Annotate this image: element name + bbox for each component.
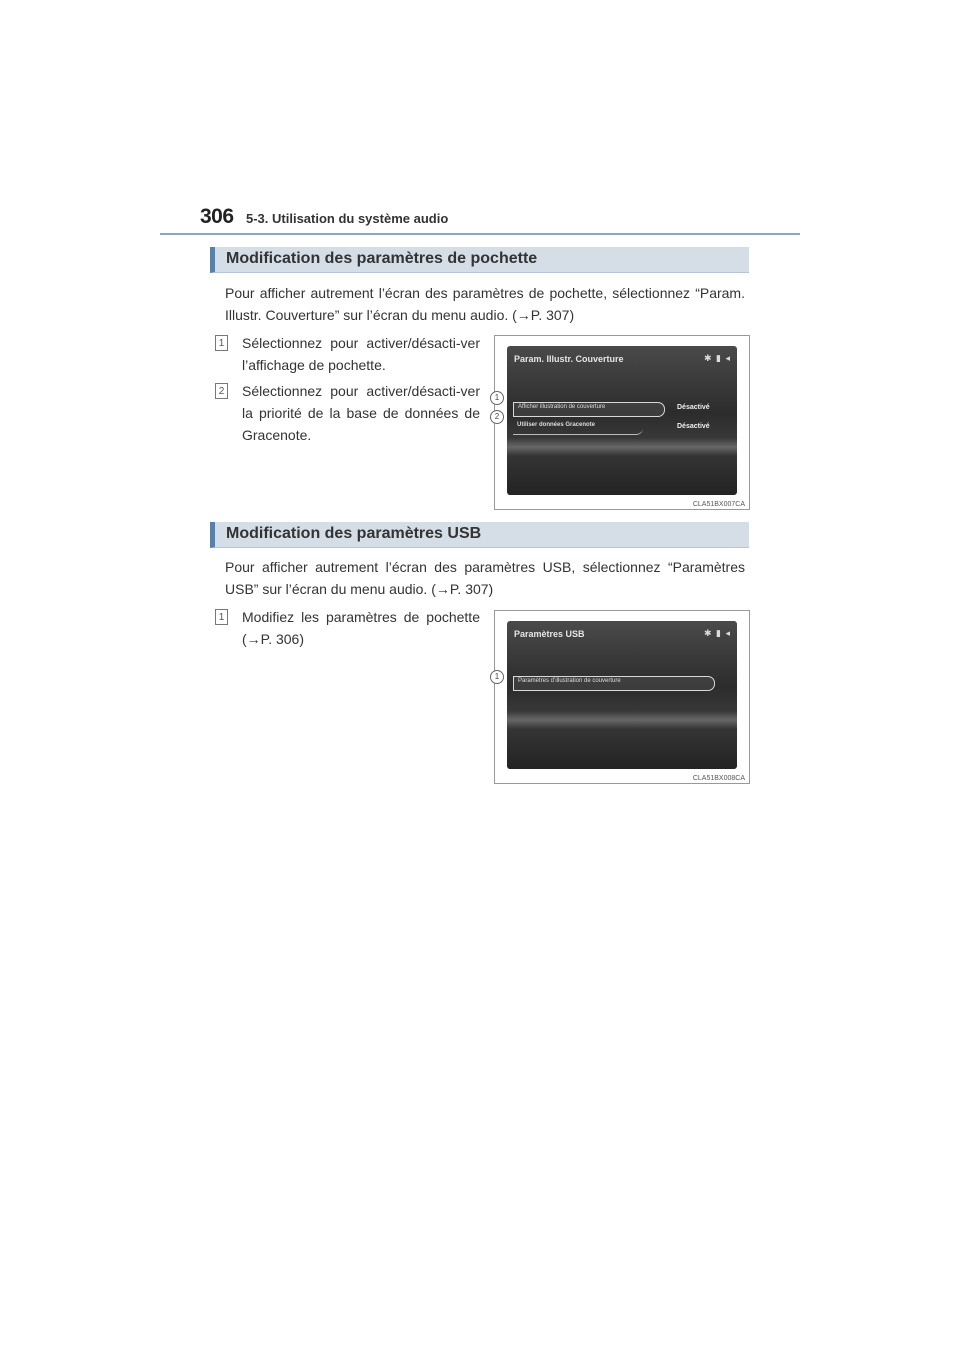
- callout-1: 1: [490, 670, 504, 684]
- setting-row: [513, 676, 715, 691]
- item-number-badge: 2: [215, 383, 228, 399]
- setting-value: Désactivé: [677, 404, 710, 411]
- item-number-badge: 1: [215, 609, 228, 625]
- setting-row: [513, 402, 665, 417]
- list-item: [215, 606, 480, 652]
- display-screen: [507, 621, 737, 769]
- setting-label: Utiliser données Gracenote: [517, 422, 596, 428]
- item-number-badge: 1: [215, 335, 228, 351]
- setting-value: Désactivé: [677, 423, 710, 430]
- status-icons: ✱ ▮ ◂: [703, 628, 731, 638]
- callout-1: 1: [490, 391, 504, 405]
- item-text: Sélectionnez pour activer/désacti-ver l’affichage de pochette.: [242, 335, 480, 373]
- callout-2: 2: [490, 410, 504, 424]
- section-title: Modification des paramètres USB: [226, 525, 482, 542]
- status-icons: ✱ ▮ ◂: [703, 353, 731, 363]
- item-text: Sélectionnez pour activer/désacti-ver la priorité de la base de données de Gracenote.: [242, 383, 480, 443]
- screen-title: Param. Illustr. Couverture: [514, 354, 624, 364]
- section-heading-usb: [210, 522, 749, 548]
- setting-label: Paramètres d’illustration de couverture: [518, 678, 621, 684]
- page-header: [200, 205, 800, 233]
- image-code: CLA51BX007CA: [692, 501, 745, 508]
- reflection-band: [507, 711, 737, 729]
- image-code: CLA51BX008CA: [692, 775, 745, 782]
- setting-row: [513, 421, 643, 435]
- header-divider: [160, 233, 800, 235]
- page-number: 306: [200, 205, 234, 228]
- section-intro: Pour afficher autrement l’écran des paramètres de pochette, sélectionnez “Param. Illustr. Couverture” sur l’écran du menu audio. (→P. 307): [225, 285, 745, 323]
- section-title: Modification des paramètres de pochette: [226, 250, 538, 267]
- display-screen: [507, 346, 737, 495]
- setting-label: Afficher illustration de couverture: [518, 404, 606, 410]
- screenshot-cover-settings: [494, 335, 750, 510]
- screen-title: Paramètres USB: [514, 629, 585, 639]
- screenshot-usb-settings: [494, 610, 750, 784]
- list-item: [215, 380, 480, 448]
- chapter-title: 5-3. Utilisation du système audio: [246, 211, 449, 226]
- section-intro: Pour afficher autrement l’écran des paramètres USB, sélectionnez “Paramètres USB” sur l’écran du menu audio. (→P. 307): [225, 559, 745, 597]
- item-text: Modifiez les paramètres de pochette (→P. 306): [242, 609, 480, 647]
- section-heading-pochette: [210, 247, 749, 273]
- list-item: [215, 332, 480, 378]
- reflection-band: [507, 438, 737, 456]
